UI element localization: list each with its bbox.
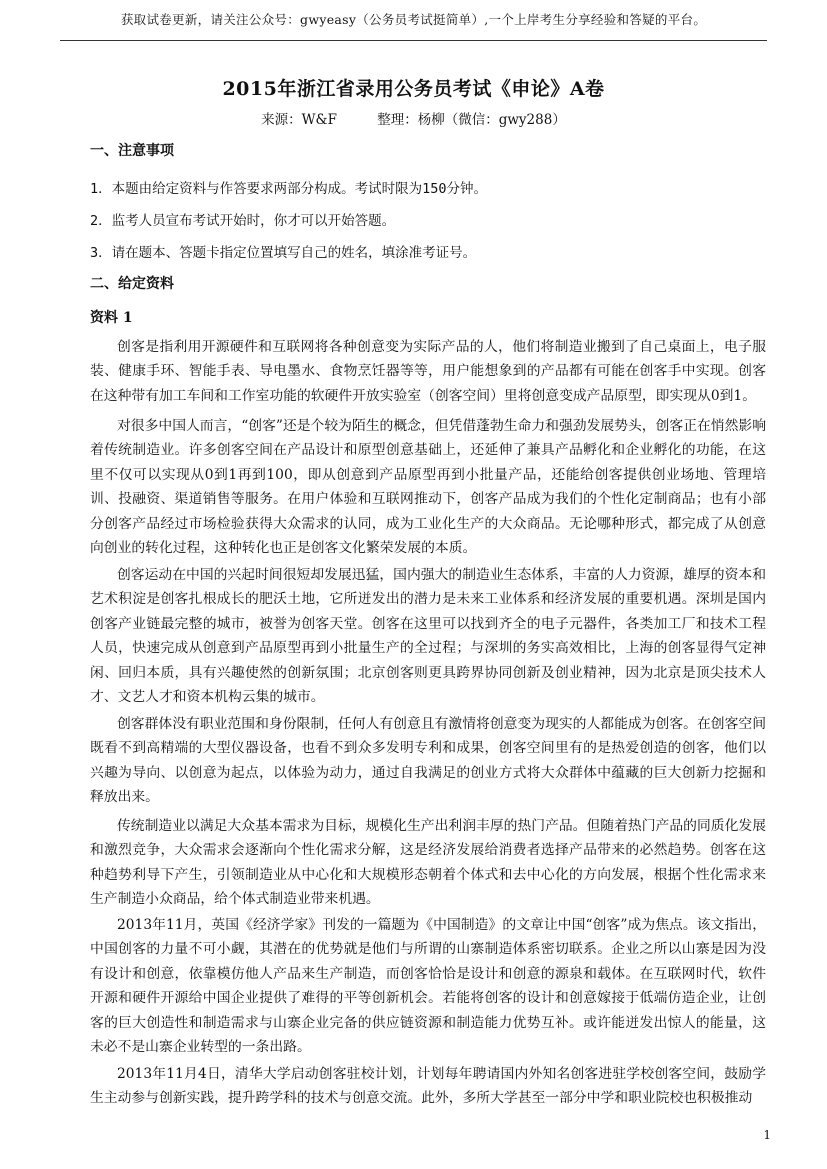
paragraph: 创客群体没有职业范围和身份限制，任何人有创意且有激情将创意变为现实的人都能成为创客。在创客空间既看不到高精端的大型仪器设备，也看不到众多发明专利和成果，创客空间里有的是热爱创造的创客，他们以兴趣为导向、以创意为起点，以体验为动力，通过自我满足的创业方式将大众群体中蕴藏的巨大创新力挖掘和释放出来。 (90, 716, 766, 806)
editor-text: 整理：杨柳（微信：gwy288） (377, 112, 566, 128)
section-heading-notes: 一、注意事项 (90, 143, 174, 159)
paragraph: 传统制造业以满足大众基本需求为目标，规模化生产出利润丰厚的热门产品。但随着热门产品的同质化发展和激烈竞争，大众需求会逐渐向个性化需求分解，这是经济发展给消费者选择产品带来的必然趋势。创客在这种趋势利导下产生，引领制造业从中心化和大规模形态朝着个体式和去中心化的方向发展，根据个性化需求来生产制造小众商品，给个体式制造业带来机遇。 (90, 818, 766, 908)
section-heading-materials: 二、给定资料 (90, 276, 174, 292)
source-line (0, 108, 827, 128)
material-title: 资料 1 (90, 310, 133, 326)
page-number: 1 (763, 1128, 771, 1142)
source-text: 来源：W&F (261, 112, 337, 128)
page-header: 获取试卷更新，请关注公众号：gwyeasy（公务员考试挺简单）,一个上岸考生分享经验和答疑的平台。 (120, 12, 707, 27)
header-divider (60, 40, 767, 41)
exam-title: 2015年浙江省录用公务员考试《申论》A卷 (222, 78, 605, 100)
note-item: 2．监考人员宣布考试开始时，你才可以开始答题。 (90, 213, 396, 229)
paragraph: 创客是指利用开源硬件和互联网将各种创意变为实际产品的人，他们将制造业搬到了自己桌面上，电子服装、健康手环、智能手表、导电墨水、食物烹饪器等等，用户能想象到的产品都有可能在创客手中实现。创客在这种带有加工车间和工作室功能的软硬件开放实验室（创客空间）里将创意变成产品原型，即实现从0到1。 (90, 339, 766, 404)
paragraph: 创客运动在中国的兴起时间很短却发展迅猛，国内强大的制造业生态体系，丰富的人力资源，雄厚的资本和艺术积淀是创客扎根成长的肥沃土地，它所迸发出的潜力是未来工业体系和经济发展的重要机遇。深圳是国内创客产业链最完整的城市，被誉为创客天堂。创客在这里可以找到齐全的电子元器件，各类加工厂和技术工程人员，快速完成从创意到产品原型再到小批量生产的全过程；与深圳的务实高效相比，上海的创客显得气定神闲、回归本质，具有兴趣使然的创新氛围；北京创客则更具跨界协同创新及创业精神，因为北京是顶尖技术人才、文艺人才和资本机构云集的城市。 (90, 567, 766, 706)
paragraph: 2013年11月4日，清华大学启动创客驻校计划，计划每年聘请国内外知名创客进驻学校创客空间，鼓励学生主动参与创新实践，提升跨学科的技术与创意交流。此外，多所大学甚至一部分中学和职业院校也积极推动 (90, 1066, 766, 1107)
paragraph: 2013年11月，英国《经济学家》刊发的一篇题为《中国制造》的文章让中国“创客”成为焦点。该文指出，中国创客的力量不可小觑，其潜在的优势就是他们与所谓的山寨制造体系密切联系。企业之所以山寨是因为没有设计和创意，依靠模仿他人产品来生产制造，而创客恰恰是设计和创意的源泉和载体。在互联网时代，软件开源和硬件开源给中国企业提供了难得的平等创新机会。若能将创客的设计和创意嫁接于低端仿造企业，让创客的巨大创造性和制造需求与山寨企业完备的供应链资源和制造能力优势互补。或许能迸发出惊人的能量，这未必不是山寨企业转型的一条出路。 (90, 917, 766, 1056)
note-item: 3．请在题本、答题卡指定位置填写自己的姓名，填涂准考证号。 (90, 245, 477, 261)
paragraph: 对很多中国人而言，“创客”还是个较为陌生的概念，但凭借蓬勃生命力和强劲发展势头，创客正在悄然影响着传统制造业。许多创客空间在产品设计和原型创意基础上，还延伸了兼具产品孵化和企业孵化的功能，在这里不仅可以实现从0到1再到100，即从创意到产品原型再到小批量产品，还能给创客提供创业场地、管理培训、投融资、渠道销售等服务。在用户体验和互联网推动下，创客产品成为我们的个性化定制商品；也有小部分创客产品经过市场检验获得大众需求的认同，成为工业化生产的大众商品。无论哪种形式，都完成了从创意向创业的转化过程，这种转化也正是创客文化繁荣发展的本质。 (90, 418, 766, 557)
note-item: 1．本题由给定资料与作答要求两部分构成。考试时限为150分钟。 (90, 181, 488, 197)
